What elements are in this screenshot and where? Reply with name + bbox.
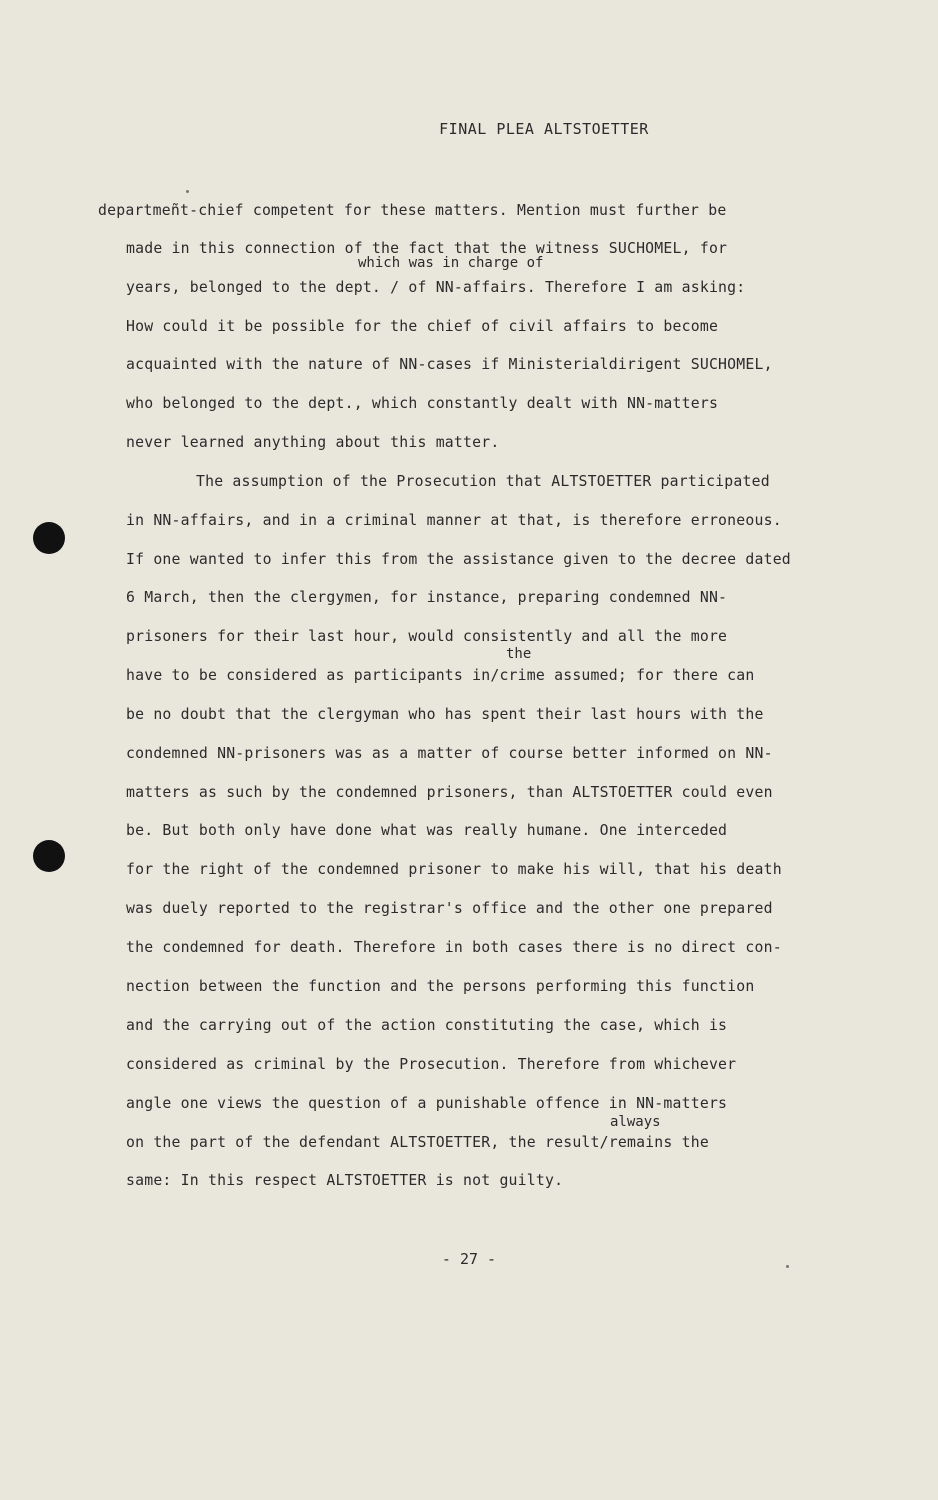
text-line: acquainted with the nature of NN-cases if Ministerialdirigent SUCHOMEL, xyxy=(126,356,773,373)
text-line: be no doubt that the clergyman who has spent their last hours with the xyxy=(126,706,764,723)
text-line: in NN-affairs, and in a criminal manner at that, is therefore erroneous. xyxy=(126,512,782,529)
text-line: on the part of the defendant ALTSTOETTER, the result/remains the xyxy=(126,1134,709,1151)
text-line: same: In this respect ALTSTOETTER is not guilty. xyxy=(126,1172,564,1189)
text-line: for the right of the condemned prisoner to make his will, that his death xyxy=(126,861,782,878)
text-line: have to be considered as participants in/crime assumed; for there can xyxy=(126,667,755,684)
page-number: - 27 - xyxy=(441,1250,497,1268)
text-line: matters as such by the condemned prisoners, than ALTSTOETTER could even xyxy=(126,784,773,801)
text-line: 6 March, then the clergymen, for instance, preparing condemned NN- xyxy=(126,589,728,606)
text-line: considered as criminal by the Prosecution. Therefore from whichever xyxy=(126,1056,737,1073)
handwritten-insertion: always xyxy=(610,1114,661,1130)
text-line: the condemned for death. Therefore in both cases there is no direct con- xyxy=(126,939,782,956)
punch-hole-top xyxy=(33,522,65,554)
text-line: If one wanted to infer this from the assistance given to the decree dated xyxy=(126,551,791,568)
text-line: The assumption of the Prosecution that ALTSTOETTER participated xyxy=(196,473,770,490)
text-line: How could it be possible for the chief of civil affairs to become xyxy=(126,318,719,335)
text-line: nection between the function and the persons performing this function xyxy=(126,978,755,995)
text-line: who belonged to the dept., which constantly dealt with NN-matters xyxy=(126,395,719,412)
text-line: made in this connection of the fact that the witness SUCHOMEL, for xyxy=(126,240,728,257)
text-line: angle one views the question of a punishable offence in NN-matters xyxy=(126,1095,728,1112)
text-line: condemned NN-prisoners was as a matter of course better informed on NN- xyxy=(126,745,773,762)
text-line: years, belonged to the dept. / of NN-affairs. Therefore I am asking: xyxy=(126,279,746,296)
text-line: was duely reported to the registrar's office and the other one prepared xyxy=(126,900,773,917)
handwritten-insertion: which was in charge of xyxy=(358,255,544,271)
paper-speck xyxy=(186,190,189,193)
text-line: never learned anything about this matter. xyxy=(126,434,500,451)
page-title: FINAL PLEA ALTSTOETTER xyxy=(439,120,649,138)
punch-hole-bottom xyxy=(33,840,65,872)
text-line: departmeñt-chief competent for these matters. Mention must further be xyxy=(98,202,727,219)
text-line: prisoners for their last hour, would consistently and all the more xyxy=(126,628,728,645)
handwritten-insertion: the xyxy=(506,646,532,662)
text-line: be. But both only have done what was really humane. One interceded xyxy=(126,822,728,839)
text-line: and the carrying out of the action constituting the case, which is xyxy=(126,1017,728,1034)
